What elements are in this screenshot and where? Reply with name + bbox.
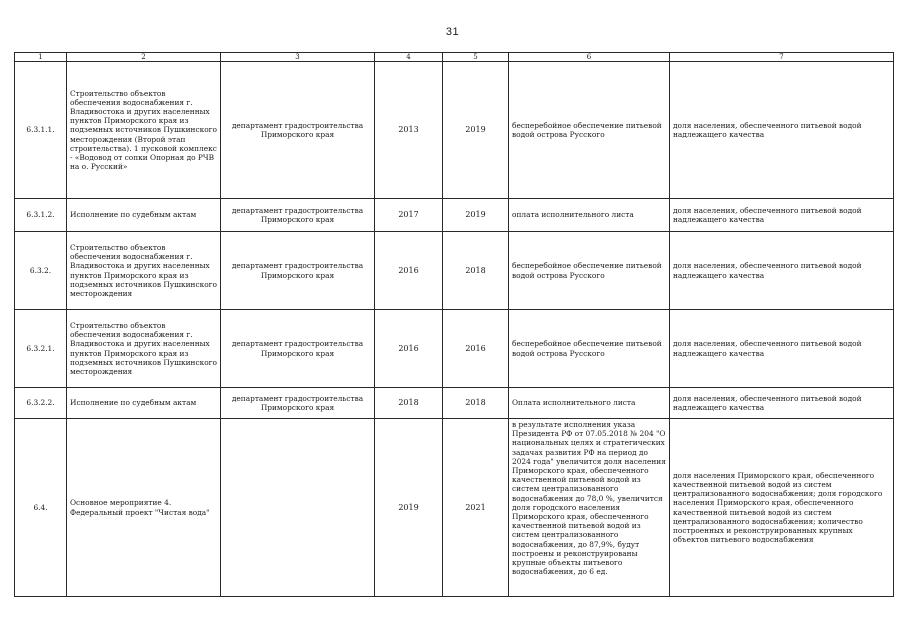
row-indicator: доля населения, обеспеченного питьевой водой надлежащего качества [670, 310, 894, 388]
table-row [15, 388, 894, 419]
row-start-year: 2016 [375, 310, 443, 388]
row-name: Исполнение по судебным актам [67, 388, 221, 419]
row-result: в результате исполнения указа Президента РФ от 07.05.2018 № 204 "О национальных целях и стратегических задачах развития РФ на период до 2024 года" увеличится доля населения Приморского края, обеспеченного качественной питьевой водой из систем централизованного водоснабжения до 78,0 %, увеличится доля городского населения Приморского края, обеспеченного качественной питьевой водой из систем централизованного водоснабжения, до 87,9%, будут построены и реконструированы крупные объекты питьевого водоснабжения, до 6 ед. [509, 419, 670, 597]
row-start-year: 2018 [375, 388, 443, 419]
table-row [15, 62, 894, 199]
row-indicator: доля населения, обеспеченного питьевой водой надлежащего качества [670, 62, 894, 199]
row-name: Основное мероприятие 4. Федеральный проект "Чистая вода" [67, 419, 221, 597]
row-executor: департамент градостроительства Приморского края [221, 232, 375, 310]
table-row [15, 199, 894, 232]
row-indicator: доля населения, обеспеченного питьевой водой надлежащего качества [670, 199, 894, 232]
row-end-year: 2019 [443, 199, 509, 232]
program-activities-table [14, 52, 894, 597]
row-result: бесперебойное обеспечение питьевой водой острова Русского [509, 232, 670, 310]
column-number-row [15, 53, 894, 62]
row-end-year: 2018 [443, 388, 509, 419]
row-code: 6.3.2. [15, 232, 67, 310]
table-row [15, 419, 894, 597]
row-name: Строительство объектов обеспечения водоснабжения г. Владивостока и других населенных пунктов Приморского края из подземных источников Пушкинского месторождения [67, 310, 221, 388]
row-code: 6.3.2.2. [15, 388, 67, 419]
row-result: бесперебойное обеспечение питьевой водой острова Русского [509, 310, 670, 388]
row-start-year: 2017 [375, 199, 443, 232]
row-code: 6.3.2.1. [15, 310, 67, 388]
table-row [15, 232, 894, 310]
row-result: Оплата исполнительного листа [509, 388, 670, 419]
row-name: Строительство объектов обеспечения водоснабжения г. Владивостока и других населенных пунктов Приморского края из подземных источников Пушкинского месторождения (Второй этап строительства). 1 пусковой комплекс - «Водовод от сопки Опорная до РЧВ на о. Русский» [67, 62, 221, 199]
row-end-year: 2016 [443, 310, 509, 388]
column-header-7: 7 [670, 53, 894, 62]
row-executor: департамент градостроительства Приморского края [221, 199, 375, 232]
column-header-6: 6 [509, 53, 670, 62]
row-start-year: 2019 [375, 419, 443, 597]
row-end-year: 2019 [443, 62, 509, 199]
row-end-year: 2018 [443, 232, 509, 310]
page-number: 31 [445, 26, 460, 38]
row-indicator: доля населения, обеспеченного питьевой водой надлежащего качества [670, 388, 894, 419]
row-code: 6.3.1.2. [15, 199, 67, 232]
row-name: Исполнение по судебным актам [67, 199, 221, 232]
row-indicator: доля населения Приморского края, обеспеченного качественной питьевой водой из систем централизованного водоснабжения; доля городского населения Приморского края, обеспеченного качественной питьевой водой из систем централизованного водоснабжения; количество построенных и реконструированных крупных объектов питьевого водоснабжения [670, 419, 894, 597]
row-executor: департамент градостроительства Приморского края [221, 62, 375, 199]
table-row [15, 310, 894, 388]
column-header-4: 4 [375, 53, 443, 62]
row-start-year: 2013 [375, 62, 443, 199]
row-result: бесперебойное обеспечение питьевой водой острова Русского [509, 62, 670, 199]
row-executor: департамент градостроительства Приморского края [221, 388, 375, 419]
row-result: оплата исполнительного листа [509, 199, 670, 232]
column-header-3: 3 [221, 53, 375, 62]
column-header-5: 5 [443, 53, 509, 62]
row-code: 6.4. [15, 419, 67, 597]
row-indicator: доля населения, обеспеченного питьевой водой надлежащего качества [670, 232, 894, 310]
row-start-year: 2016 [375, 232, 443, 310]
row-end-year: 2021 [443, 419, 509, 597]
column-header-1: 1 [15, 53, 67, 62]
row-code: 6.3.1.1. [15, 62, 67, 199]
row-executor [221, 419, 375, 597]
row-executor: департамент градостроительства Приморского края [221, 310, 375, 388]
row-name: Строительство объектов обеспечения водоснабжения г. Владивостока и других населенных пунктов Приморского края из подземных источников Пушкинского месторождения [67, 232, 221, 310]
column-header-2: 2 [67, 53, 221, 62]
